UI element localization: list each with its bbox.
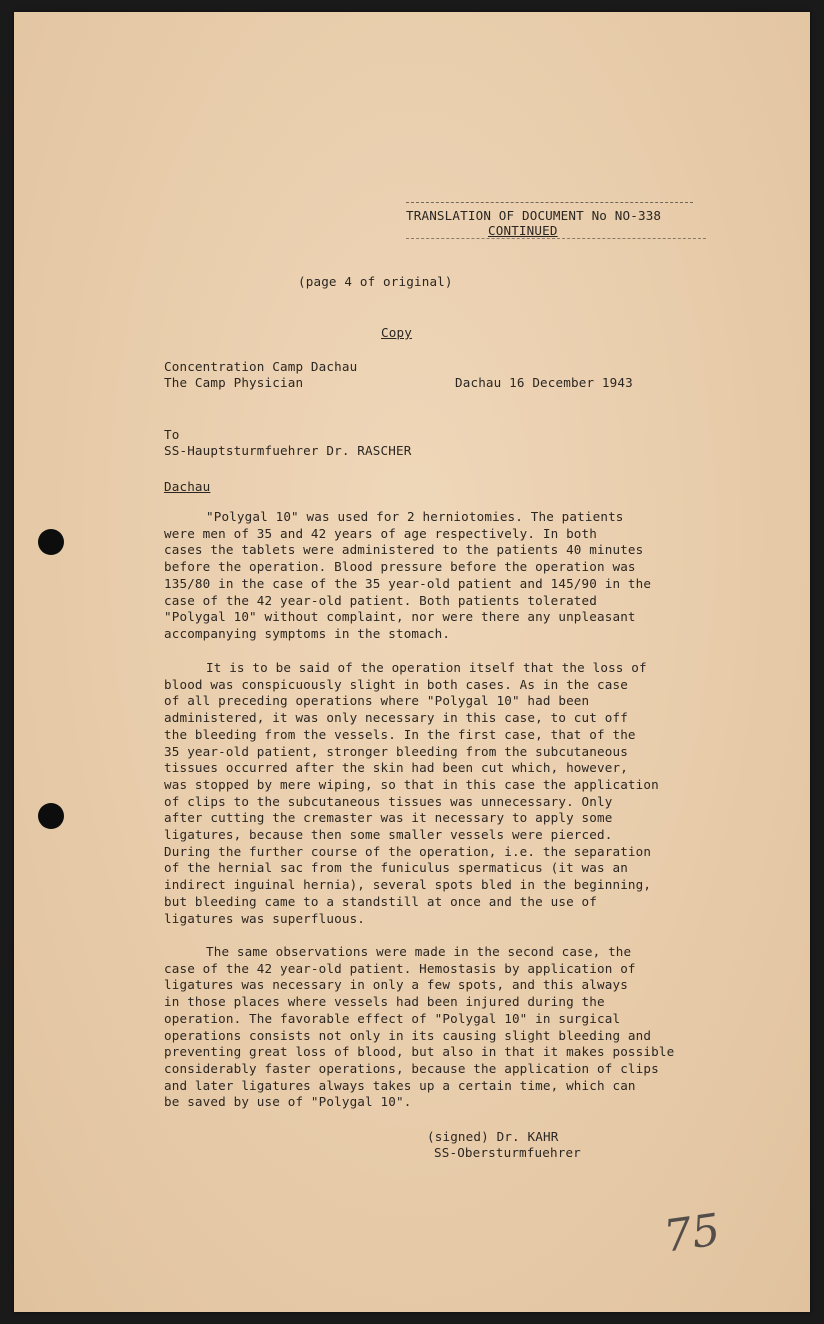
signature-rank: SS-Obersturmfuehrer <box>434 1145 581 1160</box>
body-paragraph-1 <box>164 509 744 643</box>
body-paragraph-2 <box>164 660 744 927</box>
punch-hole <box>38 529 64 555</box>
page-reference: (page 4 of original) <box>298 274 453 289</box>
handwritten-page-number: 75 <box>660 1204 724 1263</box>
sender-line-1: Concentration Camp Dachau <box>164 359 358 374</box>
punch-hole <box>38 803 64 829</box>
header-rule-bottom <box>406 238 706 239</box>
recipient-to: To <box>164 427 180 442</box>
sender-line-2: The Camp Physician <box>164 375 304 390</box>
signature-line: (signed) Dr. KAHR <box>427 1129 559 1144</box>
paragraph-first-line: The same observations were made in the second case, the <box>206 944 632 959</box>
translation-header: TRANSLATION OF DOCUMENT No NO-338 <box>406 208 662 223</box>
paragraph-rest: case of the 42 year-old patient. Hemostasis by application of ligatures was necessary in only a few spots, and this always in those places where vessels had been injured during the operation. The favorable effect of "Polygal 10" in surgical operations consists not only in its causing slight bleeding and preventing great loss of blood, but also in that it makes possible considerably faster operations, because the application of clips and later ligatures always takes up a certain time, which can be saved by use of "Polygal 10". <box>164 960 675 1110</box>
paragraph-rest: blood was conspicuously slight in both cases. As in the case of all preceding operations where "Polygal 10" had been administered, it was only necessary in this case, to cut off the bleeding from the vessels. In the first case, that of the 35 year-old patient, stronger bleeding from the subcutaneous tissues occurred after the skin had been cut which, however, was stopped by mere wiping, so that in this case the application of clips to the subcutaneous tissues was unnecessary. Only after cutting the cremaster was it necessary to apply some ligatures, because then some smaller vessels were pierced. During the further course of the operation, i.e. the separation of the hernial sac from the funiculus spermaticus (it was an indirect inguinal hernia), several spots bled in the beginning, but bleeding came to a standstill at once and the use of ligatures was superfluous. <box>164 676 659 926</box>
body-paragraph-3 <box>164 944 744 1111</box>
paragraph-first-line: It is to be said of the operation itself that the loss of <box>206 660 647 675</box>
header-rule-top <box>406 202 693 203</box>
document-page <box>14 12 810 1312</box>
recipient-name: SS-Hauptsturmfuehrer Dr. RASCHER <box>164 443 412 458</box>
paragraph-rest: were men of 35 and 42 years of age respectively. In both cases the tablets were administered to the patients 40 minutes before the operation. Blood pressure before the operation was 135/80 in the case of the 35 year-old patient and 145/90 in the case of the 42 year-old patient. Both patients tolerated "Polygal 10" without complaint, nor were there any unpleasant accompanying symptoms in the stomach. <box>164 525 652 641</box>
paragraph-first-line: "Polygal 10" was used for 2 herniotomies. The patients <box>206 509 624 524</box>
place-heading: Dachau <box>164 479 211 494</box>
date-line: Dachau 16 December 1943 <box>455 375 633 390</box>
copy-label: Copy <box>381 325 412 340</box>
continued-label: CONTINUED <box>488 223 558 238</box>
